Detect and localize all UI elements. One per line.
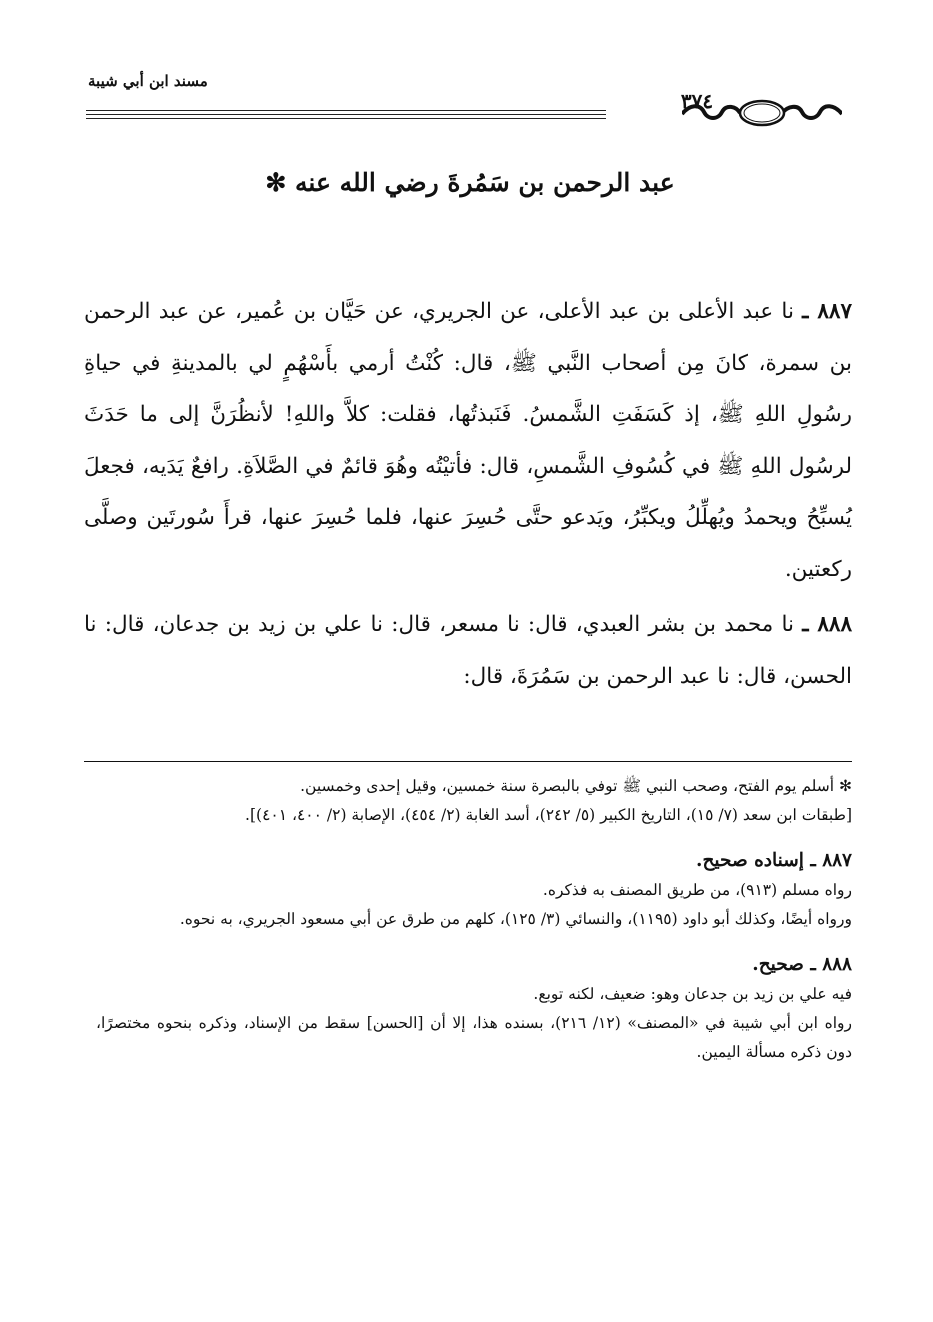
hadith-entry: [84, 599, 852, 702]
main-text: [84, 286, 852, 702]
hadith-number: ٨٨٨ ـ: [802, 612, 853, 637]
footnote-887-text: رواه مسلم (٩١٣)، من طريق المصنف به فذكره.: [542, 881, 852, 899]
header-rule-line: [86, 114, 606, 115]
footnote-separator: [84, 761, 852, 762]
footnotes: [96, 772, 852, 1067]
footnote-887-text: ورواه أيضًا، وكذلك أبو داود (١١٩٥)، والنسائي (٣/ ١٢٥)، كلهم من طرق عن أبي مسعود الجريري، به نحوه.: [179, 910, 852, 928]
footnote-sources: [طبقات ابن سعد (٧/ ١٥)، التاريخ الكبير (٥/ ٢٤٢)، أسد الغابة (٢/ ٤٥٤)، الإصابة (٢/ ٤٠٠، ٤٠١)].: [245, 806, 852, 824]
hadith-entry: [84, 286, 852, 595]
header-rule-line: [86, 110, 606, 111]
hadith-text: نا عبد الأعلى بن عبد الأعلى، عن الجريري، عن حَيَّان بن عُمير، عن عبد الرحمن بن سمرة، كانَ مِن أصحاب النَّبي ﷺ، قال: كُنْتُ أرمي بأَسْهُمٍ لي بالمدينةِ في حياةِ رسُولِ اللهِ ﷺ، إذ كَسَفَتِ الشَّمسُ. فَنَبذتُها، فقلت: كلاَّ واللهِ! لأنظُرَنَّ إلى ما حَدَثَ لرسُول اللهِ ﷺ في كُسُوفِ الشَّمسِ، قال: فأتيْتُه وهُوَ قائمٌ في الصَّلاَةِ. رافعٌ يَدَيه، فجعلَ يُسبِّحُ ويحمدُ ويُهلِّلُ ويكبِّرُ، ويَدعو حتَّى حُسِرَ عنها، فلما حُسِرَ عنها، قرأَ سُورتَين وصلَّى ركعتين.: [84, 299, 852, 582]
running-title: مسند ابن أبي شيبة: [88, 72, 208, 90]
hadith-text: نا محمد بن بشر العبدي، قال: نا مسعر، قال: نا علي بن زيد بن جدعان، قال: نا الحسن، قال: نا عبد الرحمن بن سَمُرَةَ، قال:: [84, 612, 852, 689]
footnote-888-text: رواه ابن أبي شيبة في «المصنف» (١٢/ ٢١٦)، بسنده هذا، إلا أن [الحسن] سقط من الإسناد، وذكره بنحوه مختصرًا، دون ذكره مسألة اليمين.: [96, 1014, 852, 1061]
header-rule-line: [86, 118, 606, 119]
section-title: عبد الرحمن بن سَمُرةَ رضي الله عنه ✻: [265, 168, 675, 197]
footnote-888-heading: ٨٨٨ ـ صحيح.: [752, 954, 852, 975]
footnote-biography: ✻ أسلم يوم الفتح، وصحب النبي ﷺ توفي بالبصرة سنة خمسين، وقيل إحدى وخمسين.: [300, 777, 852, 795]
page-number: ٣٧٤: [680, 89, 714, 113]
footnote-887-heading: ٨٨٧ ـ إسناده صحيح.: [696, 850, 852, 871]
hadith-number: ٨٨٧ ـ: [802, 299, 853, 324]
footnote-888-text: فيه علي بن زيد بن جدعان وهو: ضعيف، لكنه توبع.: [533, 985, 852, 1003]
